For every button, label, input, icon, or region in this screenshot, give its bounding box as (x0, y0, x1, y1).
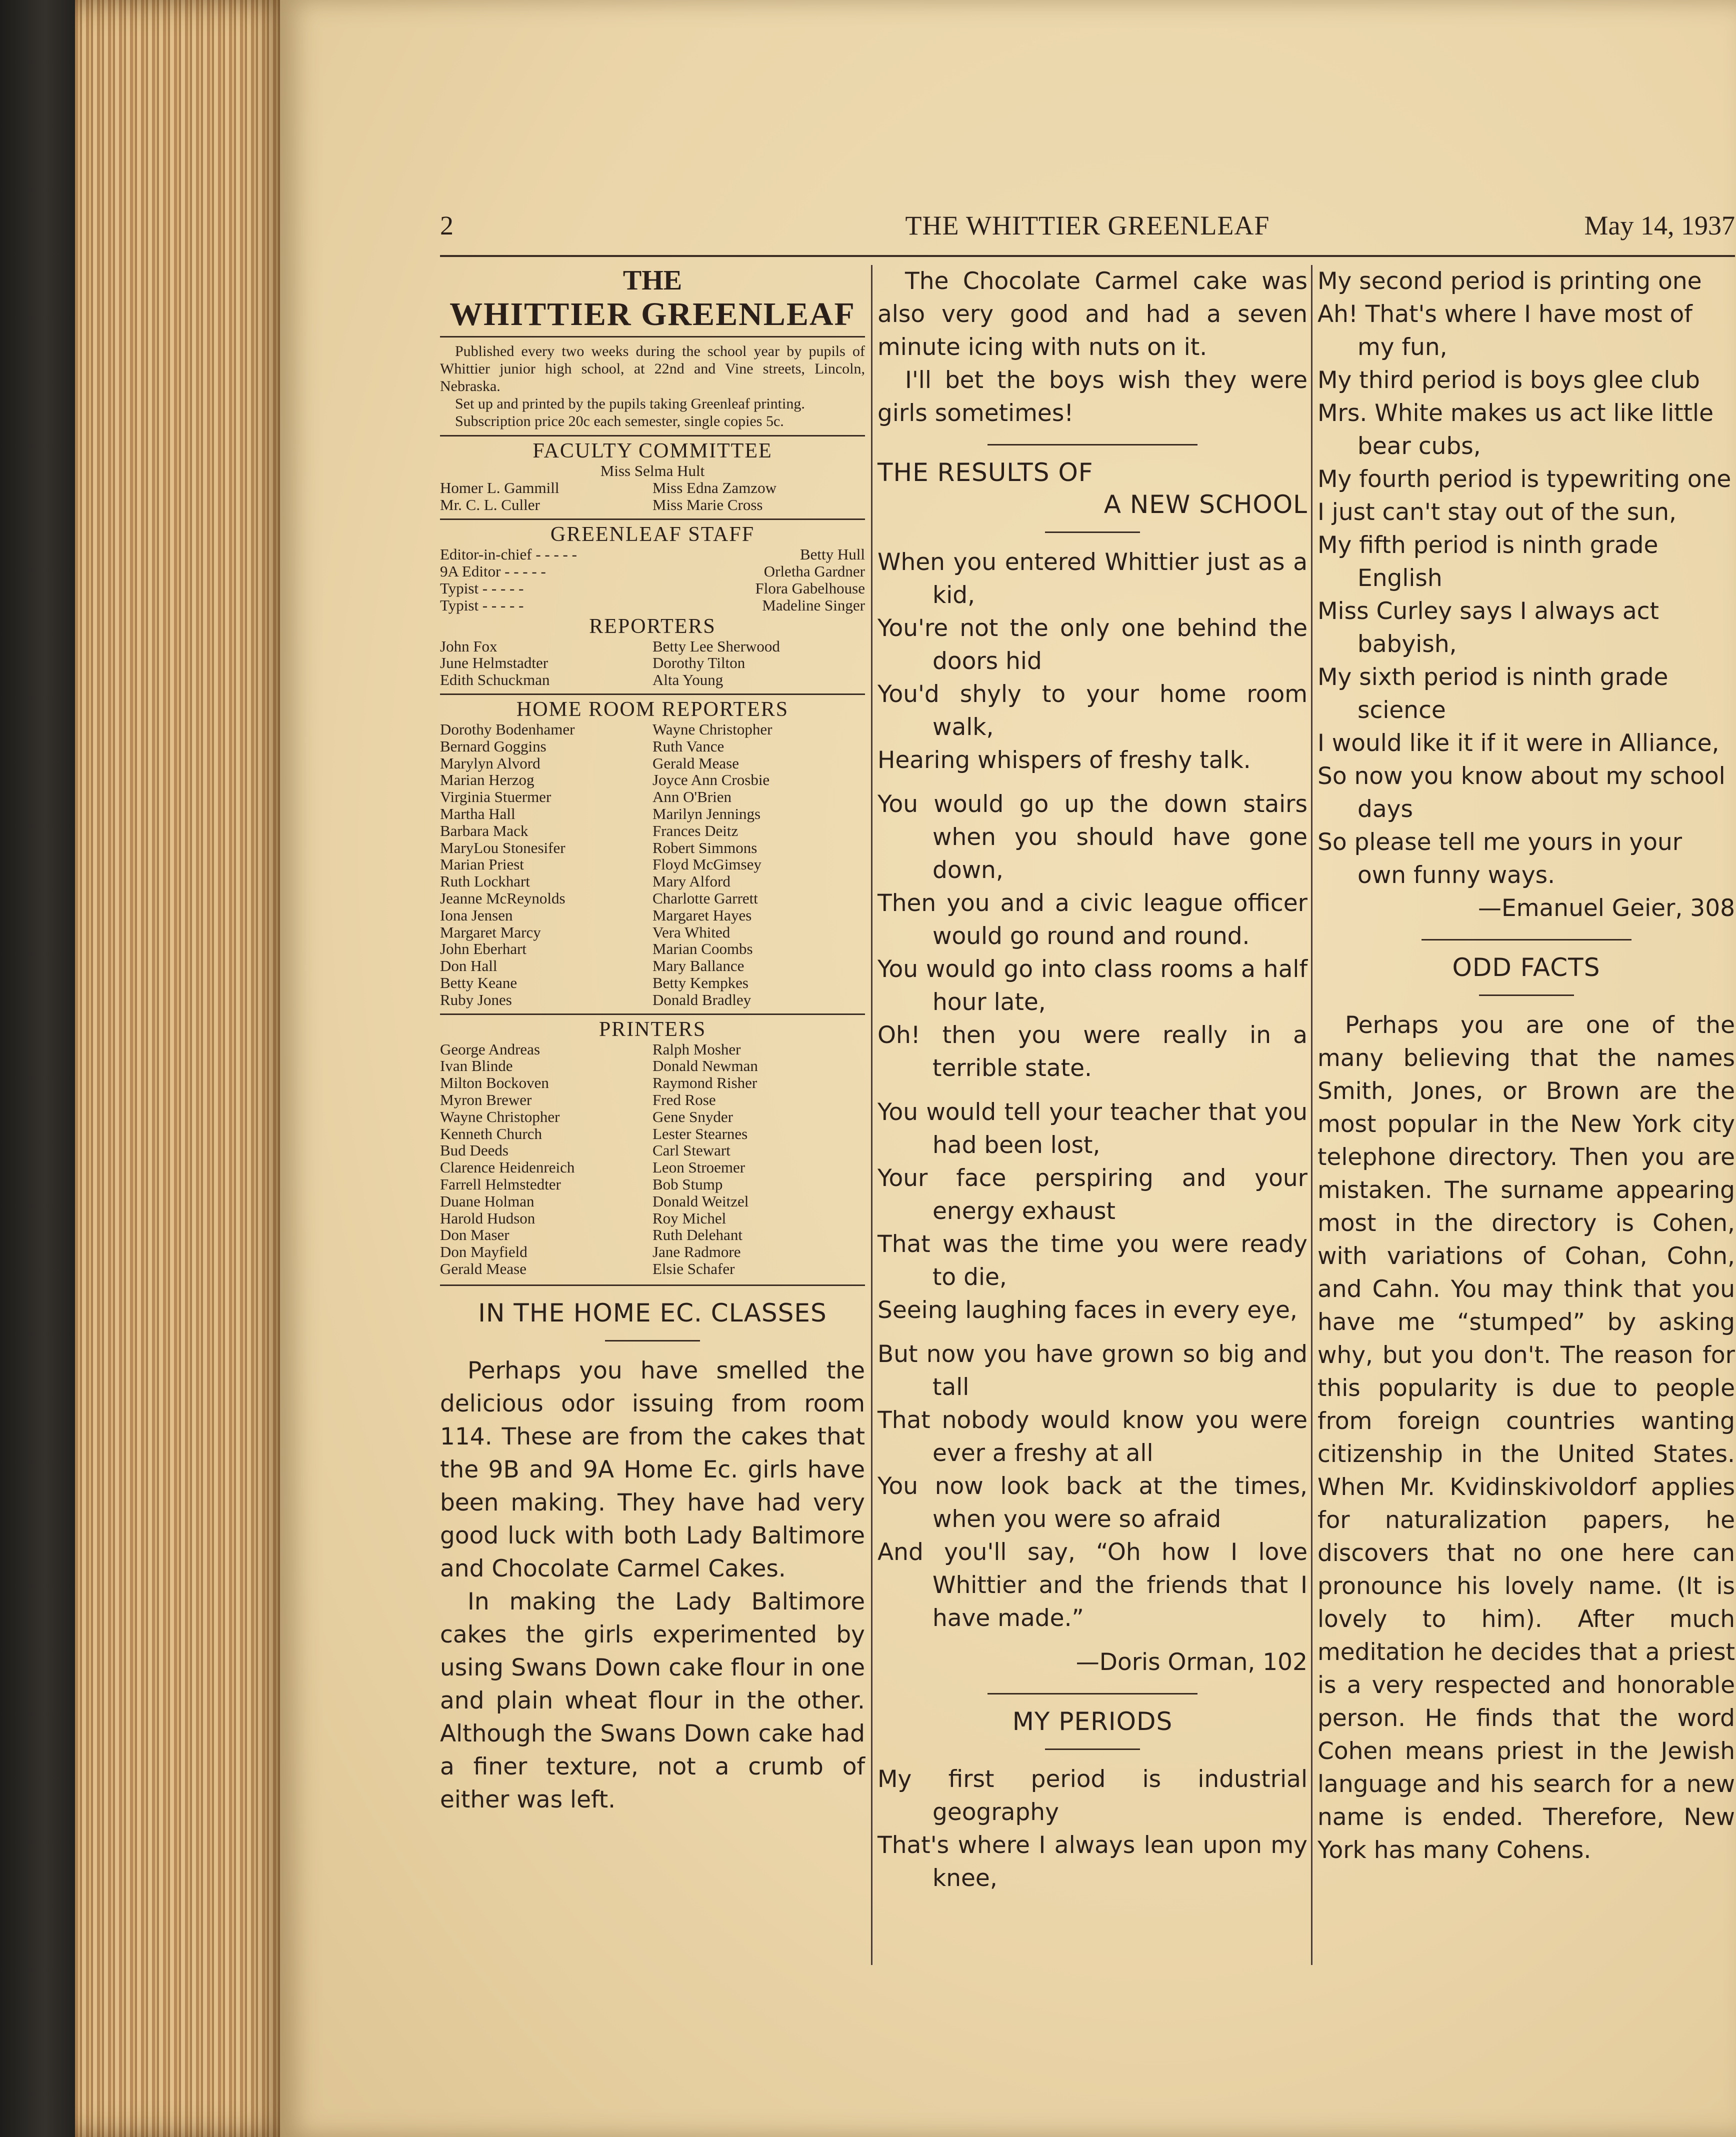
printer-name: Milton Bockoven (440, 1074, 549, 1092)
reporters-heading: REPORTERS (589, 614, 716, 638)
printers-left (440, 1041, 652, 1278)
poem-line: Mrs. White makes us act like little bear cubs, (1318, 400, 1714, 460)
home-room-reporter-name: John Eberhart (440, 940, 527, 958)
home-room-reporter-name: Barbara Mack (440, 822, 528, 840)
column-3 (1318, 265, 1735, 1867)
home-room-reporter-name: Robert Simmons (652, 838, 758, 856)
home-room-left (440, 721, 652, 1008)
home-room-reporter-name: Ruth Vance (652, 737, 724, 755)
my-periods-poem-continued (1318, 265, 1735, 892)
home-room-reporter-name: Floyd McGimsey (652, 856, 762, 874)
reporter-name: Alta Young (652, 671, 724, 689)
home-room-reporter-name: Ruth Lockhart (440, 872, 530, 890)
faculty-name: Mr. C. L. Culler (440, 496, 540, 514)
printer-name: Donald Newman (652, 1057, 758, 1075)
printer-name: Jane Radmore (652, 1243, 741, 1261)
faculty-name: Miss Marie Cross (652, 496, 763, 514)
reporter-name: John Fox (440, 637, 498, 655)
printer-name: Lester Stearnes (652, 1124, 748, 1142)
headline-rule (1479, 994, 1574, 996)
home-ec-body (440, 1354, 865, 1816)
staff-row (440, 546, 865, 563)
printer-name: Farrell Helmstedter (440, 1175, 561, 1193)
home-room-reporter-name: Dorothy Bodenhamer (440, 720, 575, 738)
printer-name: Gerald Mease (440, 1260, 526, 1278)
staff-row (440, 597, 865, 614)
staff-role: Editor-in-chief - - - - - (440, 545, 577, 563)
printer-name: Don Mayfield (440, 1243, 528, 1261)
odd-facts-headline: ODD FACTS (1452, 953, 1600, 982)
staff-role: Typist - - - - - (440, 579, 524, 597)
staff-list (440, 546, 865, 614)
printer-name: Duane Holman (440, 1192, 534, 1210)
printers-list (440, 1041, 865, 1278)
poem-stanza (878, 1096, 1308, 1327)
poem-line: You now look back at the times, when you were so afraid (878, 1472, 1308, 1533)
staff-role: 9A Editor - - - - - (440, 562, 546, 580)
poem-line: You're not the only one behind the doors hid (878, 614, 1308, 675)
printer-name: Ruth Delehant (652, 1226, 742, 1244)
article-divider (988, 444, 1198, 446)
printed-note: Set up and printed by the pupils taking Greenleaf printing. (455, 396, 805, 412)
faculty-name: Homer L. Gammill (440, 479, 560, 496)
poem-line: That nobody would know you were ever a freshy at all (878, 1406, 1308, 1467)
new-school-poem (878, 546, 1308, 1635)
poem-line: That was the time you were ready to die, (878, 1230, 1308, 1291)
home-room-reporter-name: Gerald Mease (652, 754, 739, 772)
home-room-reporter-name: Frances Deitz (652, 822, 738, 840)
subscription-note: Subscription price 20c each semester, single copies 5c. (455, 413, 784, 430)
poem-line: So now you know about my school days (1318, 762, 1726, 823)
poem-stanza (878, 788, 1308, 1085)
home-room-reporter-name: Marylyn Alvord (440, 754, 540, 772)
poem-line: My sixth period is ninth grade science (1318, 664, 1668, 724)
reporter-name: Betty Lee Sherwood (652, 637, 780, 655)
home-room-reporter-name: Jeanne McReynolds (440, 889, 566, 907)
home-room-reporter-name: Iona Jensen (440, 906, 513, 924)
poem-line: So please tell me yours in your own funny ways. (1318, 828, 1682, 889)
reporter-name: Dorothy Tilton (652, 654, 746, 672)
home-room-reporter-name: MaryLou Stonesifer (440, 838, 566, 856)
poem-line: But now you have grown so big and tall (878, 1340, 1308, 1401)
home-room-reporter-name: Ann O'Brien (652, 788, 732, 806)
my-periods-poem (878, 1763, 1308, 1895)
home-room-reporter-name: Bernard Goggins (440, 737, 546, 755)
poem-line: My fourth period is typewriting one (1318, 466, 1732, 493)
home-room-reporter-name: Marian Herzog (440, 771, 534, 789)
home-room-reporter-name: Joyce Ann Crosbie (652, 771, 770, 789)
home-room-reporter-name: Charlotte Garrett (652, 889, 758, 907)
page-edges (75, 0, 295, 2137)
home-room-reporter-name: Don Hall (440, 957, 498, 975)
printer-name: Ralph Mosher (652, 1040, 741, 1058)
headline-line: A NEW SCHOOL (1104, 490, 1308, 519)
faculty-list (440, 480, 865, 514)
home-ec-article (440, 1284, 865, 1816)
home-room-reporter-name: Vera Whited (652, 923, 730, 941)
staff-role: Typist - - - - - (440, 596, 524, 614)
poem-stanza (878, 546, 1308, 777)
reporters-left (440, 638, 652, 688)
printer-name: Gene Snyder (652, 1108, 733, 1126)
poem-line: You would go up the down stairs when you should have gone down, (878, 790, 1308, 884)
masthead-title: THE (622, 265, 682, 296)
staff-name: Orletha Gardner (764, 562, 865, 580)
headline-rule (605, 1340, 700, 1342)
article-paragraph: In making the Lady Baltimore cakes the girls experimented by using Swans Down cake flour in one and plain wheat flour in the other. Although the Swans Down cake had a finer texture, not a crumb of either was left. (440, 1588, 865, 1814)
printer-name: Ivan Blinde (440, 1057, 513, 1075)
printer-name: Elsie Schafer (652, 1260, 735, 1278)
issue-date: May 14, 1937 (1584, 210, 1735, 240)
poem-line: My fifth period is ninth grade English (1318, 532, 1658, 592)
book-spine (0, 0, 75, 2137)
staff-name: Betty Hull (800, 545, 865, 563)
home-room-reporter-name: Margaret Hayes (652, 906, 752, 924)
home-room-reporter-name: Marian Priest (440, 856, 524, 874)
staff-name: Madeline Singer (762, 596, 865, 614)
printer-name: Myron Brewer (440, 1090, 532, 1108)
printer-name: George Andreas (440, 1040, 540, 1058)
page-header (440, 210, 1735, 257)
home-ec-headline: IN THE HOME EC. CLASSES (478, 1298, 827, 1328)
poem-stanza (878, 1338, 1308, 1635)
article-paragraph: I'll bet the boys wish they were girls sometimes! (878, 366, 1308, 427)
masthead-title: WHITTIER GREENLEAF (440, 296, 865, 338)
printer-name: Leon Stroemer (652, 1158, 746, 1176)
printer-name: Kenneth Church (440, 1124, 542, 1142)
my-periods-headline: MY PERIODS (1012, 1707, 1173, 1736)
home-ec-continued (878, 265, 1308, 430)
printer-name: Roy Michel (652, 1209, 726, 1227)
poem-line: That's where I always lean upon my knee, (878, 1832, 1308, 1892)
home-room-reporter-name: Virginia Stuermer (440, 788, 552, 806)
poem-line: When you entered Whittier just as a kid, (878, 548, 1308, 609)
headline-line: THE RESULTS OF (878, 458, 1094, 487)
poem-line: You would go into class rooms a half hour late, (878, 956, 1308, 1016)
printer-name: Bob Stump (652, 1175, 723, 1193)
poem-line: Then you and a civic league officer would go round and round. (878, 890, 1308, 950)
printer-name: Wayne Christopher (440, 1108, 560, 1126)
home-room-reporter-name: Ruby Jones (440, 990, 512, 1008)
printer-name: Fred Rose (652, 1090, 716, 1108)
publication-info (440, 342, 865, 430)
new-school-headline (878, 456, 1308, 520)
faculty-chair: Miss Selma Hult (600, 462, 705, 480)
home-room-reporter-name: Margaret Marcy (440, 923, 541, 941)
home-room-reporter-name: Wayne Christopher (652, 720, 772, 738)
staff-row (440, 580, 865, 597)
poem-line: Miss Curley says I always act babyish, (1318, 598, 1659, 658)
poem-line: I just can't stay out of the sun, (1318, 498, 1676, 526)
faculty-right (652, 480, 865, 514)
column-1 (440, 265, 865, 1816)
home-room-reporters-heading: HOME ROOM REPORTERS (440, 694, 865, 721)
home-room-reporter-name: Donald Bradley (652, 990, 752, 1008)
staff-heading: GREENLEAF STAFF (440, 518, 865, 546)
home-room-reporter-name: Betty Keane (440, 974, 518, 992)
headline-rule (1045, 1748, 1140, 1750)
staff-row (440, 563, 865, 580)
paper-name: THE WHITTIER GREENLEAF (905, 210, 1270, 240)
printer-name: Harold Hudson (440, 1209, 536, 1227)
published-note: Published every two weeks during the school year by pupils of Whittier junior high school, at 22nd and Vine streets, Lincoln, Nebraska. (440, 343, 865, 394)
printer-name: Raymond Risher (652, 1074, 758, 1092)
column-divider (1311, 265, 1312, 1965)
printers-right (652, 1041, 865, 1278)
poem-line: My second period is printing one (1318, 268, 1702, 295)
poem-line: And you'll say, “Oh how I love Whittier and the friends that I have made.” (878, 1538, 1308, 1632)
faculty-name: Miss Edna Zamzow (652, 479, 776, 496)
reporters-list (440, 638, 865, 688)
article-paragraph: The Chocolate Carmel cake was also very good and had a seven minute icing with nuts on it. (878, 268, 1308, 361)
home-room-reporter-name: Martha Hall (440, 804, 516, 822)
article-paragraph: Perhaps you are one of the many believing that the names Smith, Jones, or Brown are the most popular in the New York city telephone directory. Then you are mistaken. The surname appearing most in the directory is Cohen, with variations of Cohan, Cohn, and Cahn. You may think that you have me “stumped” by asking why, but you don't. The reason for this popularity is due to people from foreign countries wanting citizenship in the United States. When Mr. Kvidinskivoldorf applies for naturalization papers, he discovers that no one here can pronounce his lovely name. (It is lovely to him). After much meditation he decides that a priest is a very respected and honorable person. He finds that the word Cohen means priest in the Jewish language and his search for a new name is ended. Therefore, New York has many Cohens. (1318, 1012, 1735, 1864)
headline-rule (1045, 532, 1140, 533)
poem-line: Seeing laughing faces in every eye, (878, 1296, 1298, 1324)
poem-line: My third period is boys glee club (1318, 366, 1700, 394)
home-room-reporter-name: Mary Ballance (652, 957, 744, 975)
poem-line: Hearing whispers of freshy talk. (878, 746, 1251, 774)
article-paragraph: Perhaps you have smelled the delicious odor issuing from room 114. These are from the cakes that the 9B and 9A Home Ec. girls have been making. They have had very good luck with both Lady Baltimore and Chocolate Carmel Cakes. (440, 1356, 865, 1582)
odd-facts-body (1318, 1009, 1735, 1867)
staff-name: Flora Gabelhouse (755, 579, 865, 597)
poem-line: My first period is industrial geography (878, 1766, 1308, 1826)
faculty-committee-heading: FACULTY COMMITTEE (440, 435, 865, 462)
home-room-reporter-name: Betty Kempkes (652, 974, 748, 992)
home-room-right (652, 721, 865, 1008)
poem-line: You'd shyly to your home room walk, (878, 680, 1308, 741)
poem-line: I would like it if it were in Alliance, (1318, 730, 1720, 757)
home-room-reporter-name: Marian Coombs (652, 940, 753, 958)
reporters-right (652, 638, 865, 688)
poem-author: —Emanuel Geier, 308 (1478, 894, 1735, 922)
home-room-reporter-name: Marilyn Jennings (652, 804, 761, 822)
column-2 (878, 265, 1308, 1895)
page-number: 2 (440, 210, 454, 240)
reporter-name: Edith Schuckman (440, 671, 550, 689)
poem-line: Your face perspiring and your energy exhaust (878, 1164, 1308, 1225)
home-room-reporters-list (440, 721, 865, 1008)
printer-name: Don Maser (440, 1226, 510, 1244)
reporter-name: June Helmstadter (440, 654, 548, 672)
printer-name: Donald Weitzel (652, 1192, 749, 1210)
home-room-reporter-name: Mary Alford (652, 872, 730, 890)
poem-line: Ah! That's where I have most of my fun, (1318, 300, 1692, 361)
poem-author: —Doris Orman, 102 (1076, 1648, 1308, 1676)
printer-name: Clarence Heidenreich (440, 1158, 575, 1176)
article-divider (1422, 939, 1632, 940)
article-divider (988, 1693, 1198, 1694)
poem-line: You would tell your teacher that you had been lost, (878, 1098, 1308, 1159)
printers-heading: PRINTERS (440, 1014, 865, 1041)
faculty-left (440, 480, 652, 514)
column-divider (871, 265, 872, 1965)
poem-line: Oh! then you were really in a terrible state. (878, 1022, 1308, 1082)
printer-name: Bud Deeds (440, 1142, 508, 1160)
printer-name: Carl Stewart (652, 1142, 730, 1160)
